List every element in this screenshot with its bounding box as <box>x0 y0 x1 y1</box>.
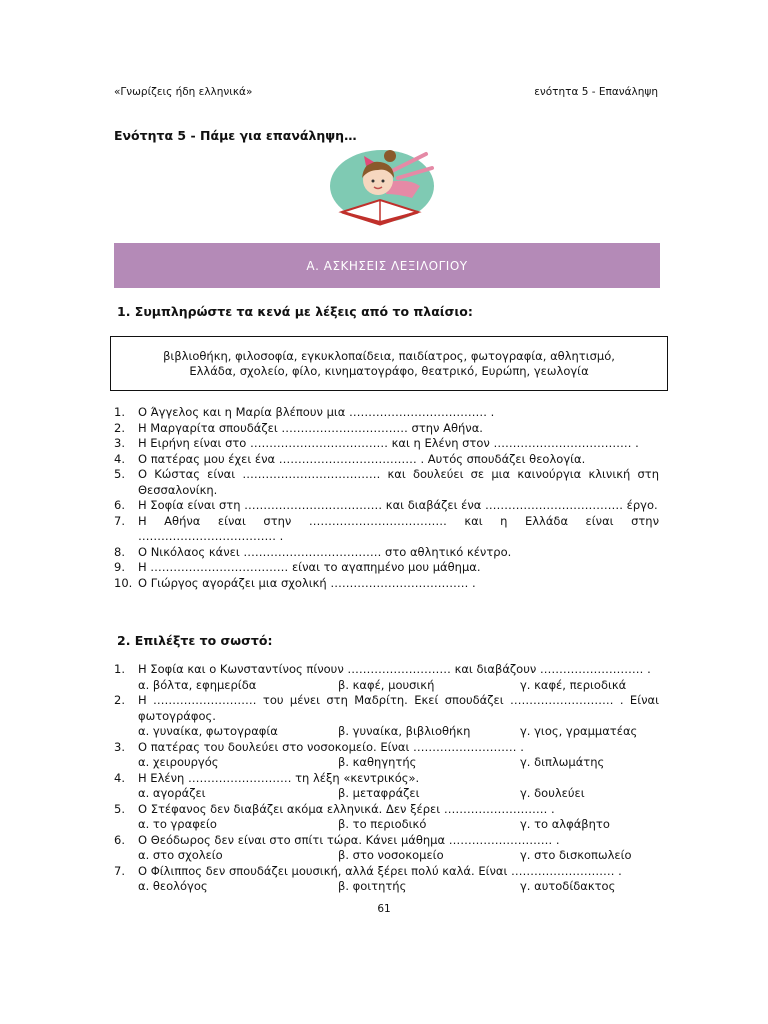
list-item: 1. Η Σοφία και ο Κωνσταντίνος πίνουν ……………………… και διαβάζουν ……………………… . <box>114 662 659 678</box>
list-item: 7. Η Αθήνα είναι στην ……………………………… και η Ελλάδα είναι στην ……………………………… . <box>114 513 659 543</box>
exercise-1-list <box>114 405 659 591</box>
option-a: α. βόλτα, εφημερίδα <box>138 677 257 692</box>
exercise-1-heading: 1. Συμπληρώστε τα κενά με λέξεις από το πλαίσιο: <box>117 304 473 319</box>
fill-blank-sentence: Ο Κώστας είναι ……………………………… και δουλεύει σε μια καινούργια κλινική στη Θεσσαλονίκη. <box>138 467 659 497</box>
question-text: Η ……………………… του μένει στη Μαδρίτη. Εκεί σπουδάζει ……………………… . Είναι φωτογράφος. <box>138 693 659 723</box>
list-item: 5. Ο Στέφανος δεν διαβάζει ακόμα ελληνικά. Δεν ξέρει ……………………… . <box>114 802 659 818</box>
page-title: Ενότητα 5 - Πάμε για επανάληψη… <box>114 128 357 143</box>
option-c: γ. στο δισκοπωλείο <box>520 848 632 862</box>
question-text: Ο Φίλιππος δεν σπουδάζει μουσική, αλλά ξέρει πολύ καλά. Είναι ……………………… . <box>138 863 622 878</box>
list-item: 10. Ο Γιώργος αγοράζει μια σχολική ……………………………… . <box>114 576 659 592</box>
fill-blank-sentence: Ο Νικόλαος κάνει ……………………………… στο αθλητικό κέντρο. <box>138 544 512 559</box>
option-b: β. καθηγητής <box>338 755 417 769</box>
option-b: β. στο νοσοκομείο <box>338 848 444 862</box>
option-b: β. καφέ, μουσική <box>338 677 435 692</box>
girl-reading-illustration <box>328 142 436 230</box>
option-b: β. μεταφράζει <box>338 786 420 800</box>
answer-options <box>114 848 659 864</box>
question-text: Ο πατέρας του δουλεύει στο νοσοκομείο. Είναι ……………………… . <box>138 739 524 754</box>
exercise-2-list <box>114 662 659 895</box>
fill-blank-sentence: Ο Άγγελος και η Μαρία βλέπουν μια ……………………………… . <box>138 405 495 419</box>
header-left: «Γνωρίζεις ήδη ελληνικά» <box>114 86 253 98</box>
option-c: γ. το αλφάβητο <box>520 817 610 831</box>
list-item: 2. Η ……………………… του μένει στη Μαδρίτη. Εκεί σπουδάζει ……………………… . Είναι φωτογράφος. <box>114 693 659 723</box>
option-a: α. θεολόγος <box>138 879 208 893</box>
word-box-line: Ελλάδα, σχολείο, φίλο, κινηματογράφο, θεατρικό, Ευρώπη, γεωλογία <box>189 364 589 378</box>
list-item: 7. Ο Φίλιππος δεν σπουδάζει μουσική, αλλά ξέρει πολύ καλά. Είναι ……………………… . <box>114 864 659 880</box>
fill-blank-sentence: Η Σοφία είναι στη ……………………………… και διαβάζει ένα ……………………………… έργο. <box>138 498 658 512</box>
option-b: β. γυναίκα, βιβλιοθήκη <box>338 724 471 738</box>
option-a: α. το γραφείο <box>138 817 217 831</box>
option-a: α. χειρουργός <box>138 755 219 769</box>
answer-options <box>114 678 659 694</box>
list-item: 3. Ο πατέρας του δουλεύει στο νοσοκομείο. Είναι ……………………… . <box>114 740 659 756</box>
answer-options <box>114 817 659 833</box>
list-item: 4. Ο πατέρας μου έχει ένα ……………………………… . Αυτός σπουδάζει θεολογία. <box>114 452 659 468</box>
question-text: Η Σοφία και ο Κωνσταντίνος πίνουν ……………………… και διαβάζουν ……………………… . <box>138 662 651 676</box>
option-c: γ. αυτοδίδακτος <box>520 879 616 893</box>
list-item: 6. Η Σοφία είναι στη ……………………………… και διαβάζει ένα ……………………………… έργο. <box>114 498 658 512</box>
fill-blank-sentence: Ο πατέρας μου έχει ένα ……………………………… . Αυτός σπουδάζει θεολογία. <box>138 451 586 466</box>
option-a: α. αγοράζει <box>138 786 206 800</box>
list-item: 6. Ο Θεόδωρος δεν είναι στο σπίτι τώρα. Κάνει μάθημα ……………………… . <box>114 833 659 849</box>
fill-blank-sentence: Η Αθήνα είναι στην ……………………………… και η Ελλάδα είναι στην ……………………………… . <box>138 513 659 543</box>
option-c: γ. γιος, γραμματέας <box>520 724 638 738</box>
fill-blank-sentence: Ο Γιώργος αγοράζει μια σχολική ……………………………… . <box>138 575 476 590</box>
list-item: 8. Ο Νικόλαος κάνει ……………………………… στο αθλητικό κέντρο. <box>114 545 659 561</box>
answer-options <box>114 755 659 771</box>
fill-blank-sentence: Η ……………………………… είναι το αγαπημένο μου μάθημα. <box>138 560 481 574</box>
list-item: 1. Ο Άγγελος και η Μαρία βλέπουν μια ……………………………… . <box>114 405 659 421</box>
list-item: 5. Ο Κώστας είναι ……………………………… και δουλεύει σε μια καινούργια κλινική στη Θεσσαλονίκη. <box>114 467 659 497</box>
answer-options <box>114 879 659 895</box>
option-a: α. στο σχολείο <box>138 848 223 862</box>
option-a: α. γυναίκα, φωτογραφία <box>138 724 278 738</box>
question-text: Ο Θεόδωρος δεν είναι στο σπίτι τώρα. Κάνει μάθημα ……………………… . <box>138 832 560 847</box>
answer-options <box>114 786 659 802</box>
exercise-2-heading: 2. Επιλέξτε το σωστό: <box>117 633 273 648</box>
answer-options <box>114 724 659 740</box>
option-c: γ. δουλεύει <box>520 786 585 800</box>
question-text: Η Ελένη ……………………… τη λέξη «κεντρικός». <box>138 770 420 785</box>
fill-blank-sentence: Η Ειρήνη είναι στο ……………………………… και η Ελένη στον ……………………………… . <box>138 436 639 450</box>
option-b: β. φοιτητής <box>338 879 407 893</box>
list-item: 3. Η Ειρήνη είναι στο ……………………………… και η Ελένη στον ……………………………… . <box>114 436 659 452</box>
list-item: 4. Η Ελένη ……………………… τη λέξη «κεντρικός». <box>114 771 659 787</box>
word-box-line: βιβλιοθήκη, φιλοσοφία, εγκυκλοπαίδεια, παιδίατρος, φωτογραφία, αθλητισμό, <box>163 349 615 363</box>
option-c: γ. καφέ, περιοδικά <box>520 677 627 692</box>
option-c: γ. διπλωμάτης <box>520 755 605 769</box>
question-text: Ο Στέφανος δεν διαβάζει ακόμα ελληνικά. Δεν ξέρει ……………………… . <box>138 801 555 816</box>
list-item: 9. Η ……………………………… είναι το αγαπημένο μου μάθημα. <box>114 560 659 576</box>
list-item: 2. Η Μαργαρίτα σπουδάζει …………………………… στην Αθήνα. <box>114 421 659 437</box>
option-b: β. το περιοδικό <box>338 817 427 831</box>
fill-blank-sentence: Η Μαργαρίτα σπουδάζει …………………………… στην Αθήνα. <box>138 420 483 435</box>
page-number: 61 <box>377 903 391 915</box>
section-banner: Α. ΑΣΚΗΣΕΙΣ ΛΕΞΙΛΟΓΙΟΥ <box>114 243 660 288</box>
word-box <box>110 336 668 391</box>
header-right: ενότητα 5 - Επανάληψη <box>534 86 658 98</box>
